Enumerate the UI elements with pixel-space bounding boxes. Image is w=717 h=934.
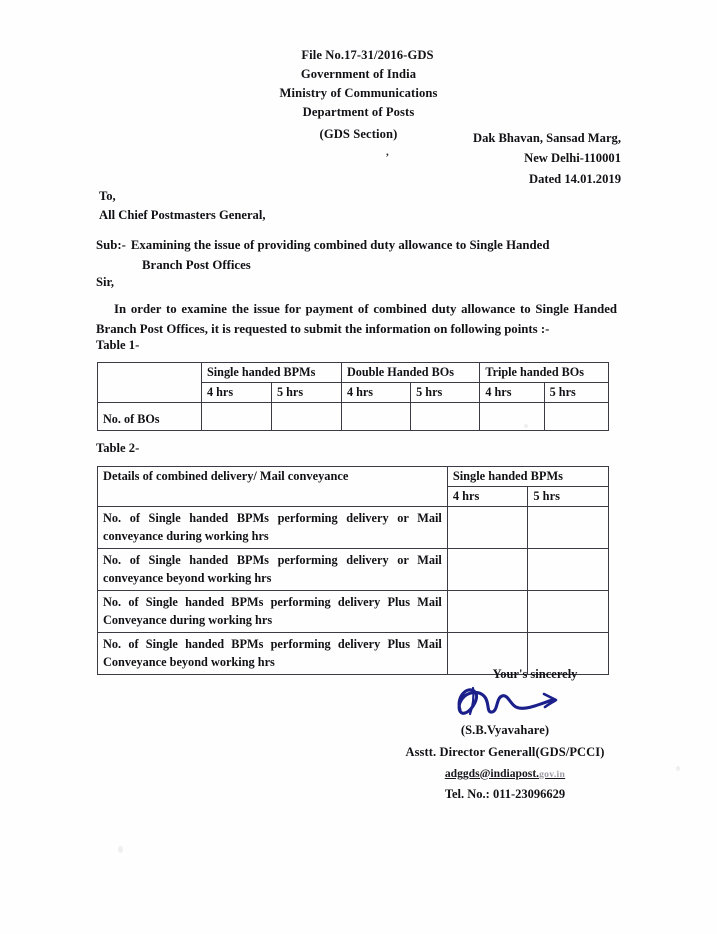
- subject-label: Sub:-: [96, 238, 126, 252]
- table-2: [97, 466, 609, 675]
- address-line-2: New Delhi-110001: [524, 151, 621, 166]
- row-text-emphasis: beyond working hrs: [166, 571, 272, 586]
- subject-line-1: Examining the issue of providing combined duty allowance to Single Handed: [130, 238, 550, 252]
- section-line: (GDS Section): [319, 126, 398, 141]
- table2-group-header-row: [98, 467, 609, 487]
- email-main: adggds@indiapost.: [444, 766, 540, 780]
- table1-group-single: Single handed BPMs: [202, 363, 342, 383]
- table2-body: [98, 507, 609, 675]
- table1-sub-4: 4 hrs: [480, 383, 544, 403]
- table1-cell-0[interactable]: [202, 403, 272, 431]
- table2-desc-header: Details of combined delivery/ Mail conveyance: [98, 467, 448, 507]
- table1-sub-2: 4 hrs: [341, 383, 410, 403]
- body-paragraph: [96, 299, 617, 339]
- table1-sub-3: 5 hrs: [411, 383, 480, 403]
- table2-row-description: [98, 507, 448, 549]
- table1-cell-3[interactable]: [411, 403, 480, 431]
- table1-sub-5: 5 hrs: [544, 383, 608, 403]
- row-text-plain: No. of Single handed BPMs performing delivery or Mail conveyance: [103, 511, 442, 544]
- sender-address: [473, 128, 621, 189]
- table2-row-description: [98, 590, 448, 632]
- table2-cell-0[interactable]: [447, 590, 528, 632]
- table2-cell-1[interactable]: [528, 507, 609, 549]
- closing-line: Your's sincerely: [492, 667, 578, 681]
- salutation: Sir,: [96, 275, 115, 289]
- table1-cell-4[interactable]: [480, 403, 544, 431]
- table1-row-label: No. of BOs: [98, 403, 202, 431]
- table1-sub-1: 5 hrs: [271, 383, 341, 403]
- table1-cell-1[interactable]: [271, 403, 341, 431]
- row-text-emphasis: Plus Mail Conveyance during working hrs: [103, 594, 442, 628]
- table-row: [98, 403, 609, 431]
- table2-group-header: Single handed BPMs: [447, 467, 608, 487]
- table2-caption: Table 2-: [96, 441, 140, 455]
- subject-line-2: Branch Post Offices: [142, 257, 251, 272]
- handwritten-signature-icon: [440, 680, 570, 724]
- row-text-emphasis: Plus Mail Conveyance beyond working hrs: [103, 636, 442, 670]
- table1-group-header-row: [98, 363, 609, 383]
- stray-ink-mark: ,: [386, 146, 389, 158]
- dated-line: Dated 14.01.2019: [529, 171, 621, 186]
- signature-block: [360, 664, 650, 806]
- row-text-plain: No. of Single handed BPMs performing delivery: [103, 594, 388, 609]
- scan-speckle: [118, 846, 123, 853]
- email-domain-faded: gov.in: [539, 768, 566, 780]
- table1-group-double: Double Handed BOs: [341, 363, 479, 383]
- table2-cell-0[interactable]: [447, 507, 528, 549]
- ministry-line: Ministry of Communications: [279, 86, 438, 101]
- table1-cell-5[interactable]: [544, 403, 608, 431]
- table-row: [98, 507, 609, 549]
- table2-sub-0: 4 hrs: [447, 487, 528, 507]
- row-text-emphasis: during working hrs: [166, 529, 269, 544]
- signatory-name: (S.B.Vyavahare): [460, 722, 550, 737]
- government-line: Government of India: [300, 67, 417, 82]
- address-line-1: Dak Bhavan, Sansad Marg,: [472, 131, 621, 145]
- recipient-block: [99, 187, 265, 225]
- subject-block: [96, 236, 636, 276]
- table-row: [98, 590, 609, 632]
- table2-cell-0[interactable]: [447, 548, 528, 590]
- table-1: [97, 362, 609, 431]
- body-line-2: Branch Post Offices, it is requested to submit the information on following points :-: [96, 322, 550, 337]
- signatory-designation: Asstt. Director Generall(GDS/PCCI): [405, 744, 605, 759]
- row-text-plain: No. of Single handed BPMs performing delivery: [103, 636, 388, 651]
- scan-speckle: [676, 766, 680, 771]
- recipient-name: All Chief Postmasters General,: [99, 208, 266, 223]
- body-line-1: In order to examine the issue for payment of combined duty allowance to Single Handed: [114, 302, 617, 316]
- table1-corner-cell: [98, 363, 202, 403]
- department-line: Department of Posts: [302, 105, 415, 120]
- signatory-email[interactable]: [360, 764, 650, 784]
- table2-sub-1: 5 hrs: [528, 487, 609, 507]
- file-number: File No.17-31/2016-GDS: [301, 48, 434, 62]
- signatory-telephone: Tel. No.: 011-23096629: [444, 786, 566, 801]
- table2-cell-1[interactable]: [528, 548, 609, 590]
- table-row: [98, 548, 609, 590]
- table1-group-triple: Triple handed BOs: [480, 363, 609, 383]
- row-text-plain: No. of Single handed BPMs performing delivery or Mail conveyance: [103, 552, 442, 586]
- scan-speckle: [524, 424, 528, 428]
- table1-caption: Table 1-: [96, 338, 140, 352]
- table2-cell-1[interactable]: [528, 590, 609, 632]
- to-label: To,: [99, 189, 116, 203]
- table1-sub-0: 4 hrs: [202, 383, 272, 403]
- table2-row-description: [98, 548, 448, 590]
- table1-cell-2[interactable]: [341, 403, 410, 431]
